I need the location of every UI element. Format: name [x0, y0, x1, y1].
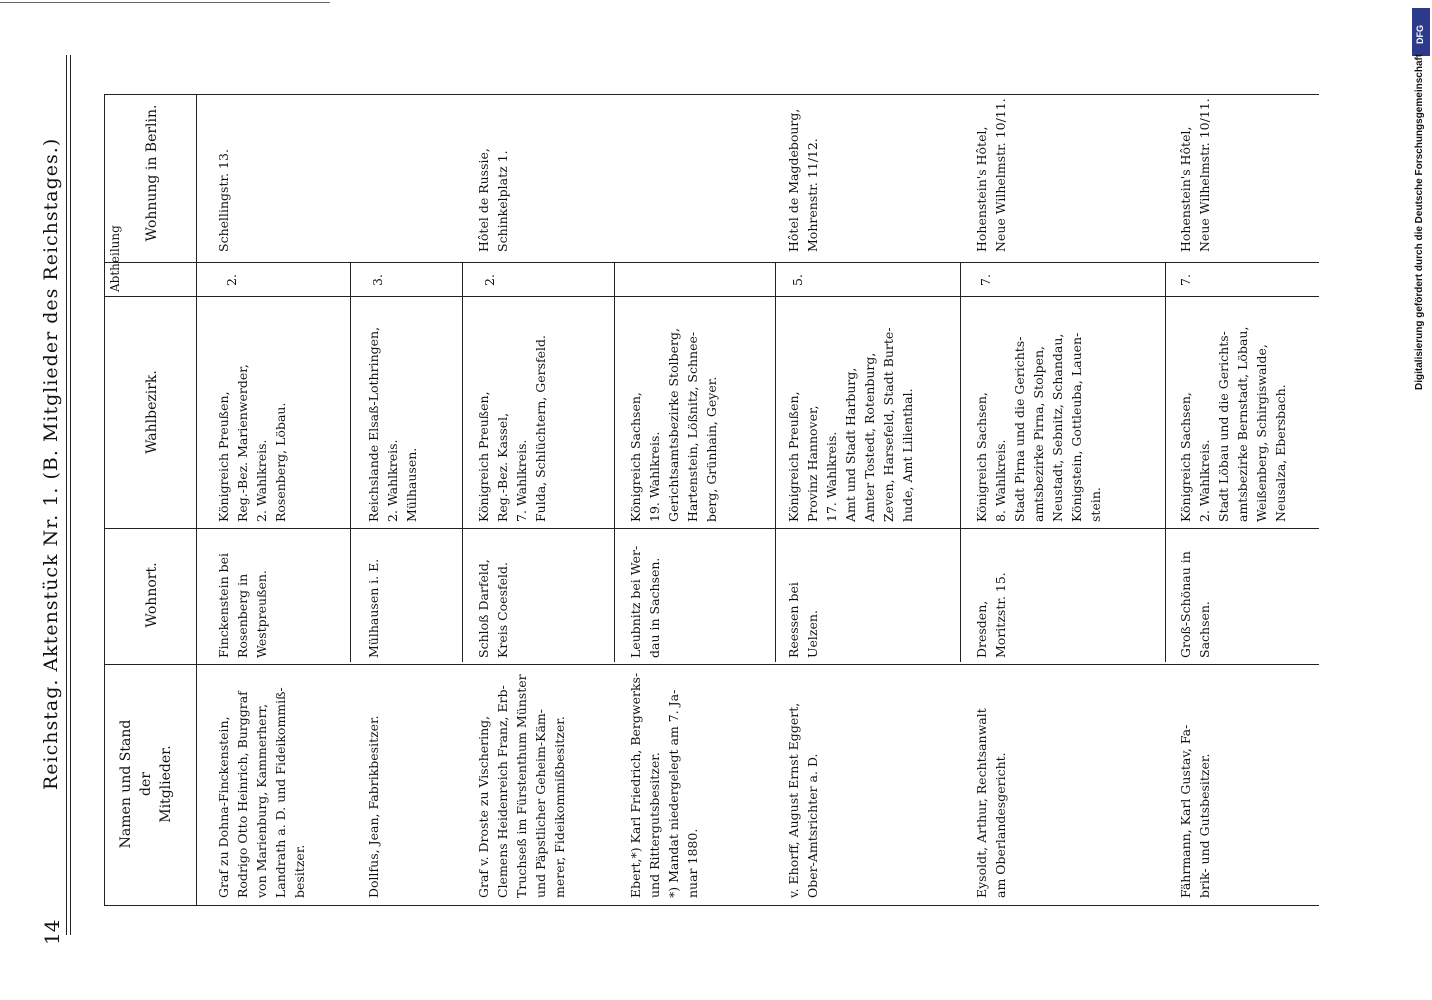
row7-district: Königreich Sachsen, 2. Wahlkreis. Stadt Löbau und die Gerichts- amtsbezirke Bernstadt, Löbau, Weißenberg, Schirgiswalde, Neusalza, Ebersbach. [1178, 326, 1288, 522]
row6-district: Königreich Sachsen, 8. Wahlkreis. Stadt Pirna und die Gerichts- amtsbezirke Pirna, Stolpen, Neustadt, Sebnitz, Schandau, Königstein, Gottleuba, Lauen- stein. [974, 332, 1103, 522]
row3-section: 2. [482, 274, 497, 286]
page-number: 14 [40, 919, 64, 945]
row1-district: Königreich Preußen, Reg.-Bez. Marienwerder, 2. Wahlkreis. Rosenberg, Löbau. [216, 364, 288, 522]
row5-residence: Reessen bei Uelzen. [786, 582, 820, 658]
header-section: Abtheilung [108, 225, 122, 292]
row2-section: 3. [370, 274, 385, 286]
row-rule-4 [775, 262, 776, 662]
row-rule-5 [960, 262, 961, 662]
table-top-rule [104, 94, 1319, 95]
header-berlin: Wohnung in Berlin. [144, 104, 160, 242]
row7-section: 7. [1178, 274, 1193, 286]
row7-residence: Groß-Schönau in Sachsen. [1178, 551, 1212, 658]
outer-rule-left [66, 55, 67, 935]
row3-residence: Schloß Darfeld, Kreis Coesfeld. [476, 559, 510, 658]
col-rule-name-residence [104, 664, 1319, 665]
row1-name: Graf zu Dohna-Finckenstein, Rodrigo Otto Heinrich, Burggraf von Marienburg, Kammerherr, Landrath a. D. und Fideikommiß- besitzer. [216, 687, 307, 898]
row6-residence: Dresden, Moritzstr. 15. [974, 572, 1008, 658]
outer-rule-left-thin [70, 55, 71, 935]
row5-section: 5. [790, 274, 805, 286]
row4-name: Ebert,*) Karl Friedrich, Bergwerks- und Rittergutsbesitzer. *) Mandat niedergelegt am 7. Ja- nuar 1880. [628, 672, 700, 898]
table-bottom-rule [104, 905, 1319, 906]
row6-berlin: Hohenstein's Hôtel, Neue Wilhelmstr. 10/11. [974, 98, 1008, 252]
header-residence: Wohnort. [144, 562, 160, 628]
row7-name: Fährmann, Karl Gustav, Fa- brik- und Gutsbesitzer. [1178, 724, 1212, 898]
row1-section: 2. [224, 274, 239, 286]
row-rule-6 [1165, 262, 1166, 662]
header-name: Namen und Stand der Mitglieder. [118, 719, 174, 849]
row6-section: 7. [978, 274, 993, 286]
row4-residence: Leubnitz bei Wer- dau in Sachsen. [628, 545, 662, 658]
funding-note: Digitalisierung gefördert durch die Deutsche Forschungsgemeinschaft [1414, 53, 1425, 390]
row5-berlin: Hôtel de Magdebourg, Mohrenstr. 11/12. [786, 108, 820, 252]
row-rule-1 [350, 262, 351, 662]
row1-residence: Finckenstein bei Rosenberg in Westpreußen. [216, 553, 269, 658]
col-rule-district-section [104, 296, 1319, 297]
row2-residence: Mülhausen i. E. [366, 558, 381, 658]
row2-name: Dollfus, Jean, Fabrikbesitzer. [366, 715, 381, 898]
running-head: Reichstag. Aktenstück Nr. 1. (B. Mitglieder des Reichstages.) [40, 137, 62, 790]
row-rule-2 [462, 262, 463, 662]
row3-district: Königreich Preußen, Reg.-Bez. Kassel, 7. Wahlkreis. Fulda, Schlüchtern, Gersfeld. [476, 335, 548, 522]
top-edge-rule [0, 2, 330, 3]
row1-berlin: Schellingstr. 13. [216, 149, 231, 252]
row3-berlin: Hôtel de Russie, Schinkelplatz 1. [476, 148, 510, 252]
header-row-rule [196, 94, 197, 905]
table-left-rule [104, 94, 105, 905]
row5-name: v. Ehorff, August Ernst Eggert, Ober-Amtsrichter a. D. [786, 702, 820, 898]
row4-district: Königreich Sachsen, 19. Wahlkreis. Gerichtsamtsbezirke Stolberg, Hartenstein, Lößnitz, Schnee- berg, Grünhain, Geyer. [628, 328, 719, 522]
row3-name: Graf v. Droste zu Vischering, Clemens Heidenreich Franz, Erb- Truchseß im Fürstenthum Münster und Päpstlicher Geheim-Käm- merer, Fideikommißbesitzer. [476, 674, 567, 898]
row-rule-3 [614, 262, 615, 662]
header-district: Wahlbezirk. [144, 370, 160, 454]
row5-district: Königreich Preußen, Provinz Hannover, 17. Wahlkreis. Amt und Stadt Harburg, Amter Tostedt, Rotenburg, Zeven, Harsefeld, Stadt Burte- hude, Amt Lilienthal. [786, 327, 915, 522]
row6-name: Eysoldt, Arthur, Rechtsanwalt am Oberlandesgericht. [974, 708, 1008, 898]
dfg-logo: DFG [1412, 8, 1430, 56]
row7-berlin: Hohenstein's Hôtel, Neue Wilhelmstr. 10/11. [1178, 98, 1212, 252]
col-rule-section-berlin [104, 262, 1319, 263]
row2-district: Reichslande Elsaß-Lothringen, 2. Wahlkreis. Mülhausen. [366, 326, 419, 522]
col-rule-residence-district [104, 528, 1319, 529]
